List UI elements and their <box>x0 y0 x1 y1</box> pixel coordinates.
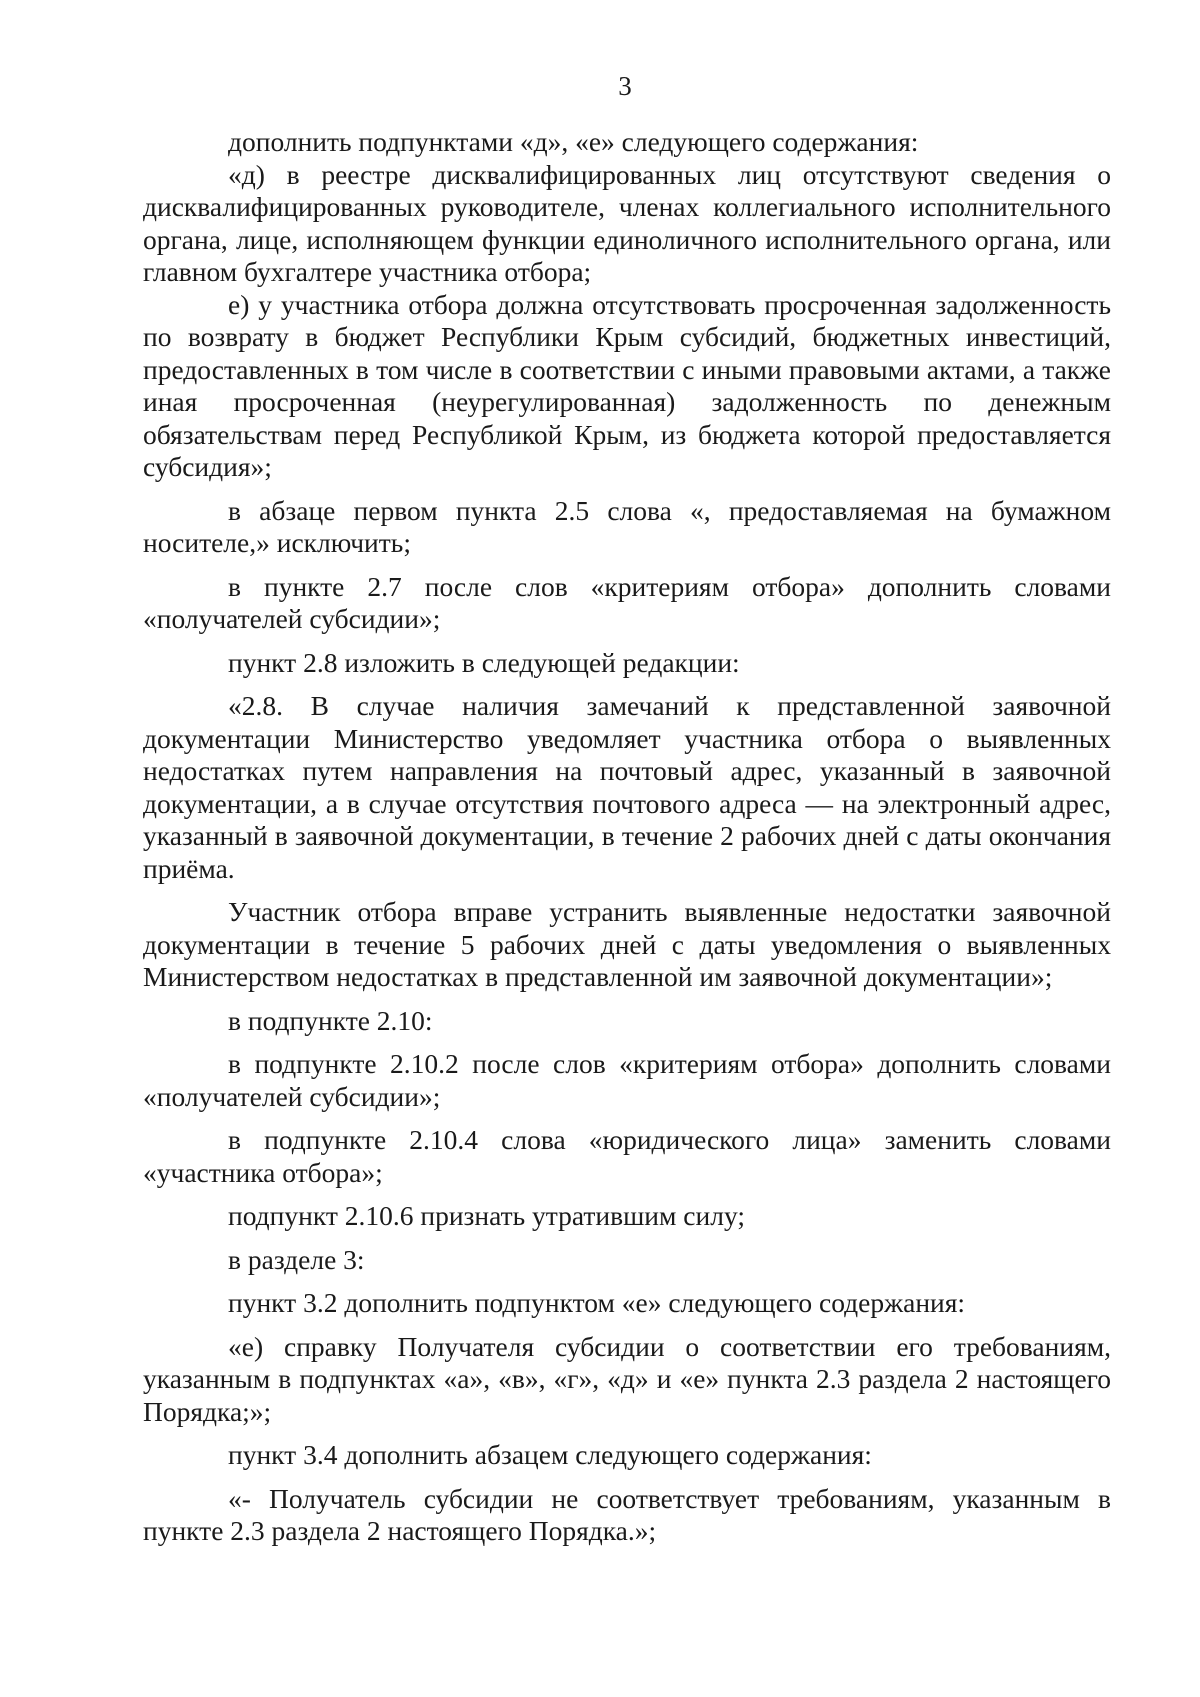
document-body <box>143 126 1111 1548</box>
paragraph-subitem-2-10-2: в подпункте 2.10.2 после слов «критериям отбора» дополнить словами «получателей субсидии»; <box>143 1048 1111 1112</box>
paragraph-item-3-4-text: «- Получатель субсидии не соответствует требованиям, указанным в пункте 2.3 раздела 2 настоящего Порядка.»; <box>143 1482 1111 1546</box>
paragraph-item-2-8-text: «2.8. В случае наличия замечаний к представленной заявочной документации Министерство уведомляет участника отбора о выявленных недостатках путем направления на почтовый адрес, указанный в заявочной документации, а в случае отсутствия почтового адреса — на электронный адрес, указанный в заявочной документации, в течение 2 рабочих дней с даты окончания приёма. <box>143 690 1111 884</box>
paragraph-subitem-d: «д) в реестре дисквалифицированных лиц отсутствуют сведения о дисквалифицированных руководителе, членах коллегиального исполнительного органа, лице, исполняющем функции единоличного исполнительного органа, или главном бухгалтере участника отбора; <box>143 158 1111 287</box>
paragraph-section-3: в разделе 3: <box>228 1243 365 1275</box>
paragraph-subitem-2-10-4: в подпункте 2.10.4 слова «юридического лица» заменить словами «участника отбора»; <box>143 1124 1111 1188</box>
paragraph-item-3-4-intro: пункт 3.4 дополнить абзацем следующего содержания: <box>228 1439 872 1470</box>
paragraph-item-3-2-intro: пункт 3.2 дополнить подпунктом «е» следующего содержания: <box>228 1287 966 1318</box>
paragraph-participant-rights: Участник отбора вправе устранить выявленные недостатки заявочной документации в течение 5 рабочих дней с даты уведомления о выявленных Министерством недостатках в представленной им заявочной документации»; <box>143 896 1111 992</box>
paragraph-item-2-7: в пункте 2.7 после слов «критериям отбора» дополнить словами «получателей субсидии»; <box>143 570 1111 634</box>
paragraph-amend-intro: дополнить подпунктами «д», «е» следующего содержания: <box>228 126 919 157</box>
paragraph-item-2-5: в абзаце первом пункта 2.5 слова «, предоставляемая на бумажном носителе,» исключить; <box>143 494 1111 558</box>
paragraph-item-3-2-text: «е) справку Получателя субсидии о соответствии его требованиям, указанным в подпунктах «а», «в», «г», «д» и «е» пункта 2.3 раздела 2 настоящего Порядка;»; <box>143 1330 1111 1427</box>
paragraph-subitem-e: е) у участника отбора должна отсутствовать просроченная задолженность по возврату в бюджет Республики Крым субсидий, бюджетных инвестиций, предоставленных в том числе в соответствии с иными правовыми актами, а также иная просроченная (неурегулированная) задолженность по денежным обязательствам перед Республикой Крым, из бюджета которой предоставляется субсидия»; <box>143 288 1111 482</box>
paragraph-subitem-2-10: в подпункте 2.10: <box>228 1004 433 1036</box>
paragraph-subitem-2-10-6: подпункт 2.10.6 признать утратившим силу; <box>228 1200 745 1231</box>
paragraph-item-2-8-intro: пункт 2.8 изложить в следующей редакции: <box>228 646 740 678</box>
page-number: 3 <box>618 71 632 101</box>
